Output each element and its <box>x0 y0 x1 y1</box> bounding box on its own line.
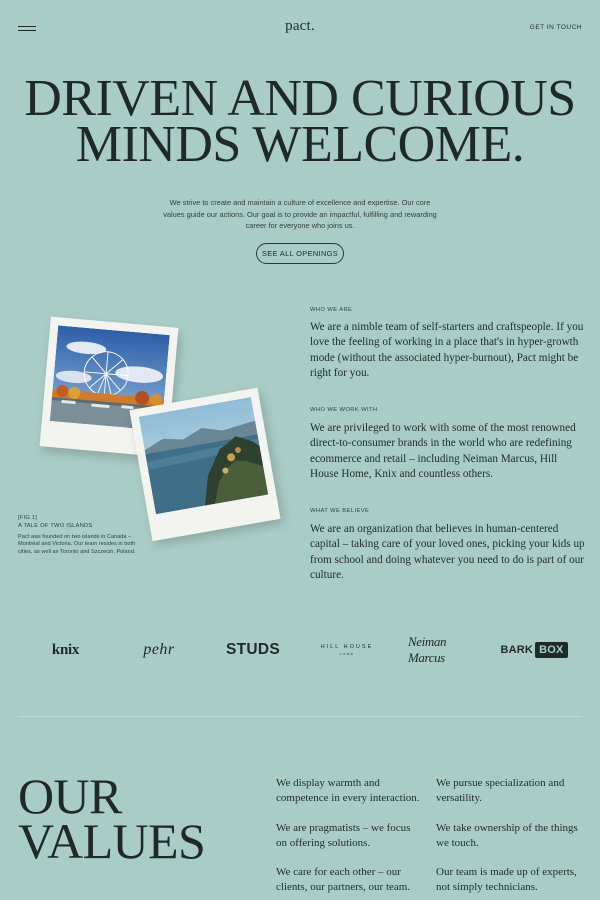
hero-intro: We strive to create and maintain a culture of excellence and expertise. Our core values guide our actions. Our goal is to provide an impactful, fulfilling and rewarding career for everyone who joins us. <box>163 198 437 230</box>
hero-title <box>0 70 600 173</box>
neiman-marcus-logo[interactable]: Neiman Marcus <box>408 634 447 665</box>
hill-house-sub: HOME <box>339 652 355 656</box>
hero-title-line-2: MINDS WELCOME. <box>75 116 525 173</box>
hill-house-name: HILL HOUSE <box>320 644 374 650</box>
value-item: We care for each other – our clients, our partners, our team. <box>276 866 411 894</box>
figure-caption: Pact was founded on two islands in Canada – Montréal and Victoria. Our team resides in both cities, as well as Toronto and Szczecin, Poland. <box>18 534 136 555</box>
section-divider <box>18 716 582 717</box>
who-we-are-label: WHO WE ARE <box>310 307 353 313</box>
who-we-are-text: We are a nimble team of self-starters and craftspeople. If you love the feeling of working in a place that's in hyper-growth mode (without the associated hyper-burnout), Pact might be right for you. <box>310 321 584 380</box>
value-item: We display warmth and competence in every interaction. <box>276 777 420 805</box>
hill-house-logo[interactable] <box>312 636 382 664</box>
value-item: Our team is made up of experts, not simply technicians. <box>436 866 577 894</box>
values-title-line-1: OUR <box>18 768 122 824</box>
value-item: We pursue specialization and versatility. <box>436 777 565 805</box>
values-title-line-2: VALUES <box>18 813 206 869</box>
hero-title-line-1: DRIVEN AND CURIOUS <box>24 70 576 127</box>
pehr-logo[interactable]: pehr <box>143 641 175 658</box>
figure-number: [FIG 1] <box>18 515 38 521</box>
polaroid-victoria <box>129 388 280 542</box>
what-we-believe-label: WHAT WE BELIEVE <box>310 508 370 514</box>
island-photo <box>139 397 268 514</box>
get-in-touch-link[interactable]: GET IN TOUCH <box>529 24 582 31</box>
barkbox-box: BOX <box>535 642 567 658</box>
what-we-believe-text: We are an organization that believes in human-centered capital – taking care of your loved ones, picking your kids up from school and doing whatever you need to do is part of our culture. <box>310 523 585 582</box>
who-we-work-with-label: WHO WE WORK WITH <box>310 407 378 413</box>
value-item: We take ownership of the things we touch. <box>436 822 578 850</box>
logo[interactable]: pact. <box>285 18 315 34</box>
knix-logo[interactable]: knix <box>51 641 80 658</box>
figure-label <box>18 515 92 530</box>
barkbox-bark: BARK <box>500 644 534 656</box>
barkbox-logo[interactable] <box>500 636 568 664</box>
who-we-work-with-text: We are privileged to work with some of the most renowned direct-to-consumer brands in the world who are redefining ecommerce and retail – including Neiman Marcus, Hill House Home, Knix and countless others. <box>310 422 576 481</box>
see-all-openings-button[interactable]: SEE ALL OPENINGS <box>256 243 344 264</box>
figure-title: A TALE OF TWO ISLANDS <box>18 522 93 529</box>
values-title <box>18 768 206 869</box>
value-item: We are pragmatists – we focus on offering solutions. <box>276 822 411 850</box>
studs-logo[interactable]: STUDS <box>225 641 281 658</box>
